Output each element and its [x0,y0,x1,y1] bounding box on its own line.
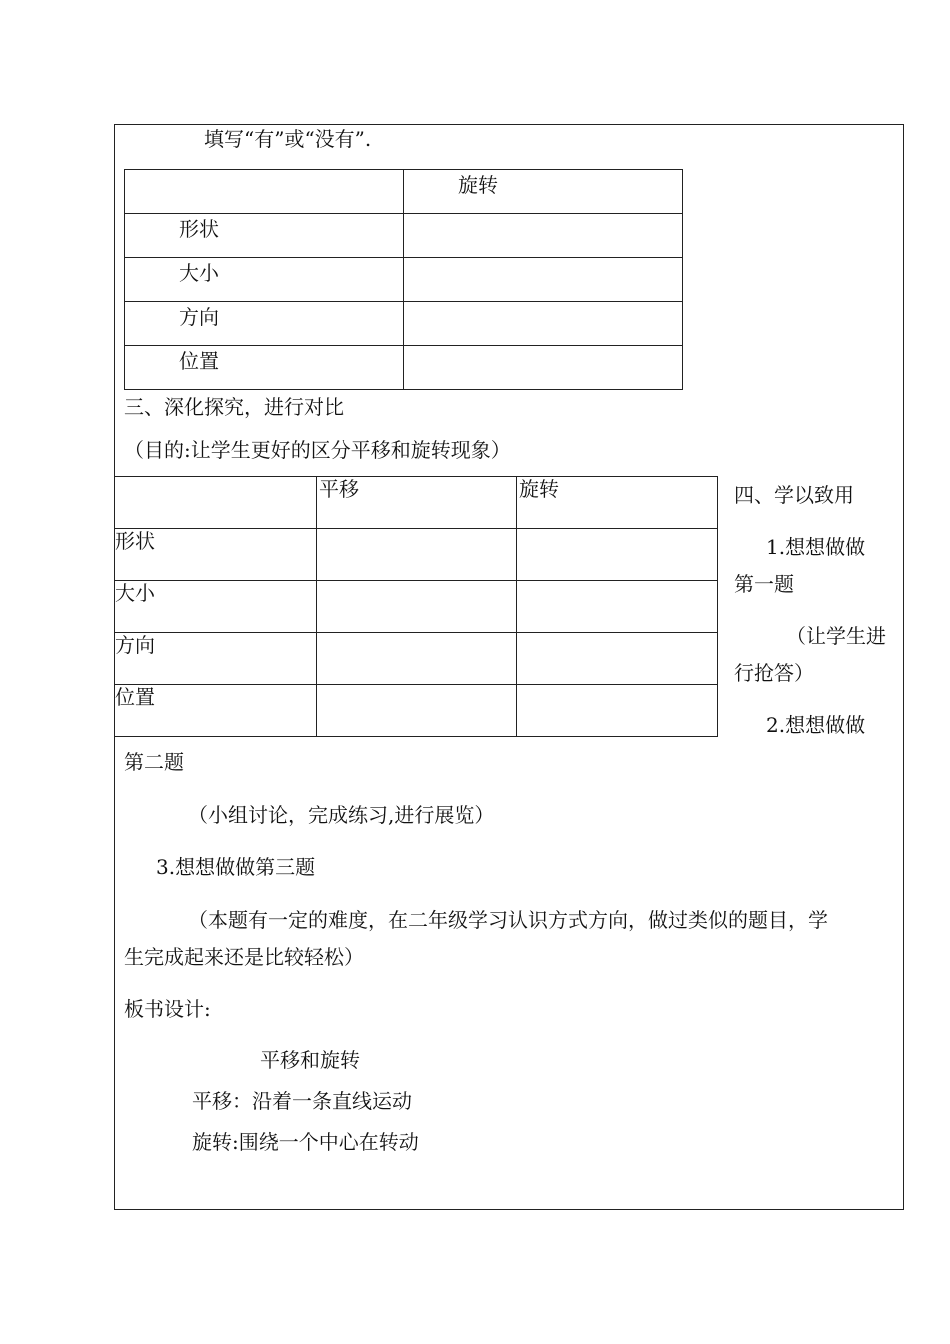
exercise-note: 生完成起来还是比较轻松） [124,945,364,969]
table-row [125,302,683,346]
table-cell [404,302,683,346]
exercise-note: （小组讨论，完成练习,进行展览） [188,803,495,827]
table-row [115,633,718,685]
exercise-note: （让学生进 [786,624,886,648]
table-row [125,170,683,214]
exercise-item: 1.想想做做 [766,535,866,559]
table-cell [517,581,718,633]
board-title: 平移和旋转 [260,1048,360,1072]
row-label: 大小 [115,581,317,633]
board-line: 旋转:围绕一个中心在转动 [192,1130,419,1154]
table-row [115,529,718,581]
table-row [115,581,718,633]
table-cell [517,685,718,737]
section-heading: 三、深化探究，进行对比 [124,395,344,419]
table-cell [317,581,517,633]
exercise-item: 3.想想做做第三题 [156,855,316,879]
exercise-note: （本题有一定的难度，在二年级学习认识方式方向，做过类似的题目，学 [188,908,828,932]
table-cell [317,633,517,685]
table-cell [317,529,517,581]
exercise-item: 2.想想做做 [766,713,866,737]
table-cell [317,685,517,737]
exercise-note: 行抢答） [734,661,814,685]
row-label: 大小 [125,258,404,302]
table-cell [517,633,718,685]
row-label: 方向 [115,633,317,685]
table-cell [125,170,404,214]
table-row [115,477,718,529]
table-row [115,685,718,737]
table-cell [404,346,683,390]
column-header: 旋转 [404,170,683,214]
table-row [125,258,683,302]
comparison-table-rotation [124,169,683,390]
table-row [125,346,683,390]
row-label: 位置 [115,685,317,737]
table-row [125,214,683,258]
instruction-text: 填写“有”或“没有”. [204,127,372,151]
column-header: 平移 [317,477,517,529]
table-cell [404,258,683,302]
purpose-text: （目的:让学生更好的区分平移和旋转现象） [124,438,511,462]
table-cell [517,529,718,581]
row-label: 形状 [115,529,317,581]
column-header: 旋转 [517,477,718,529]
section-heading: 四、学以致用 [734,483,854,507]
row-label: 方向 [125,302,404,346]
table-cell [115,477,317,529]
exercise-item: 第一题 [734,572,794,596]
row-label: 位置 [125,346,404,390]
board-line: 平移：沿着一条直线运动 [192,1089,412,1113]
table-cell [404,214,683,258]
exercise-item: 第二题 [124,750,184,774]
row-label: 形状 [125,214,404,258]
comparison-table-translation-rotation [114,476,718,737]
board-design-label: 板书设计: [124,997,211,1021]
